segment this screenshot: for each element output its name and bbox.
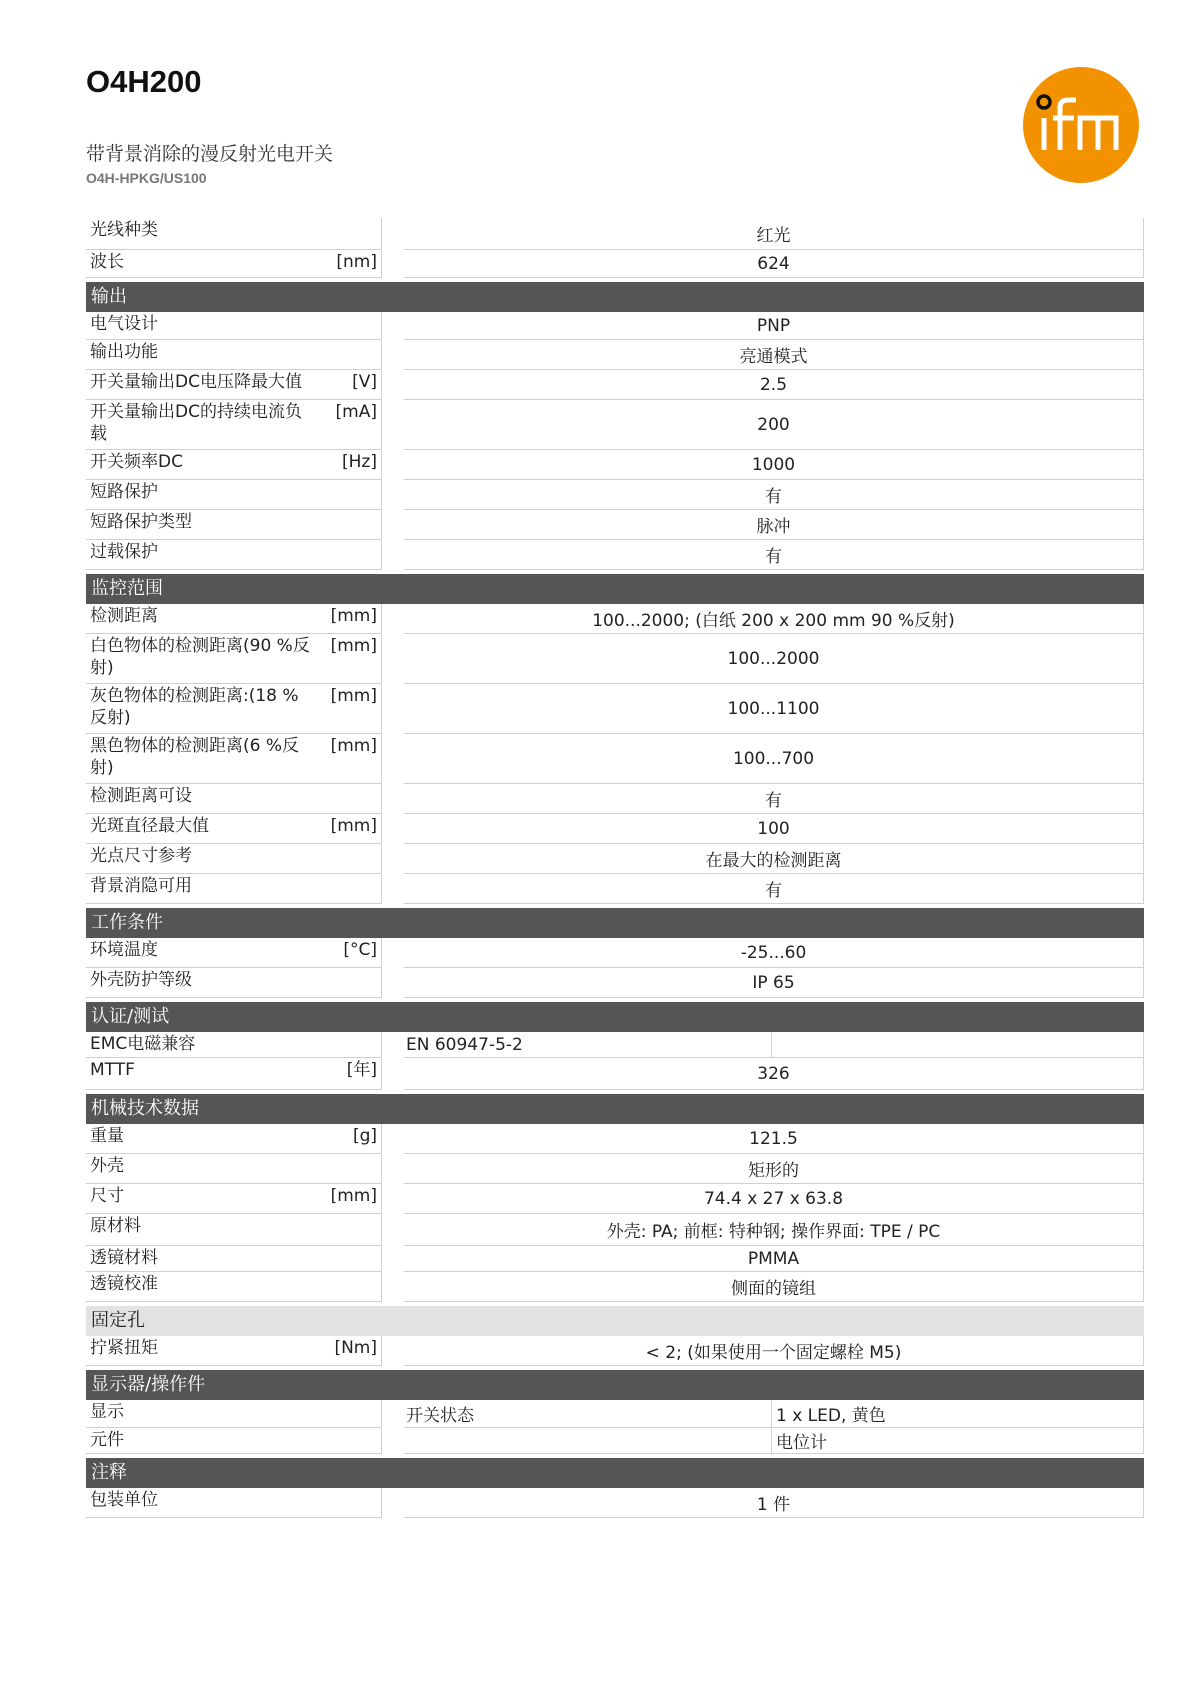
spec-label: 显示	[90, 1402, 124, 1422]
spec-row	[86, 400, 1144, 450]
spec-label-cell	[86, 340, 382, 370]
spec-value: IP 65	[404, 968, 1144, 998]
spec-row	[86, 814, 1144, 844]
spec-label-cell	[86, 400, 382, 450]
spec-value: 1000	[404, 450, 1144, 480]
spec-value: 1 件	[404, 1488, 1144, 1518]
spec-label-cell	[86, 874, 382, 904]
spec-row	[86, 370, 1144, 400]
spec-label: 开关频率DC	[90, 452, 183, 472]
spec-label: 检测距离可设	[90, 786, 192, 806]
spec-row	[86, 1214, 1144, 1246]
spec-label: 光点尺寸参考	[90, 846, 192, 866]
spec-row	[86, 480, 1144, 510]
spec-label-cell	[86, 1400, 382, 1428]
spec-value: < 2; (如果使用一个固定螺栓 M5)	[404, 1336, 1144, 1366]
spec-label: 重量	[90, 1126, 124, 1146]
spec-label-cell	[86, 218, 382, 250]
spec-label: 开关量输出DC电压降最大值	[90, 372, 302, 392]
section-header: 注释	[86, 1458, 1144, 1488]
spec-label: 灰色物体的检测距离:(18 %反射)	[90, 686, 299, 728]
spec-row	[86, 968, 1144, 998]
spec-value: 121.5	[404, 1124, 1144, 1154]
spec-value: 624	[404, 250, 1144, 278]
spec-label-cell	[86, 814, 382, 844]
spec-label: 开关量输出DC的持续电流负载	[90, 402, 302, 444]
spec-label: 黑色物体的检测距离(6 %反射)	[90, 736, 300, 778]
spec-row	[86, 1124, 1144, 1154]
spec-label-cell	[86, 540, 382, 570]
spec-label: 尺寸	[90, 1186, 124, 1206]
spec-unit: [Hz]	[342, 452, 377, 472]
spec-row	[86, 604, 1144, 634]
spec-value: 电位计	[772, 1428, 1144, 1454]
spec-table	[86, 218, 1144, 1518]
spec-label-cell	[86, 370, 382, 400]
spec-label-cell	[86, 480, 382, 510]
spec-sub-label	[404, 1428, 772, 1454]
spec-value: -25...60	[404, 938, 1144, 968]
spec-label-cell	[86, 938, 382, 968]
spec-row	[86, 634, 1144, 684]
section-header: 显示器/操作件	[86, 1370, 1144, 1400]
spec-row	[86, 312, 1144, 340]
spec-label-cell	[86, 1124, 382, 1154]
spec-label-cell	[86, 250, 382, 278]
spec-label: 光斑直径最大值	[90, 816, 209, 836]
spec-unit: [mm]	[330, 736, 377, 756]
spec-unit: [nm]	[336, 252, 377, 272]
spec-value: 有	[404, 480, 1144, 510]
spec-unit: [Nm]	[334, 1338, 377, 1358]
spec-row	[86, 844, 1144, 874]
spec-unit: [°C]	[343, 940, 377, 960]
spec-label: 包装单位	[90, 1490, 158, 1510]
spec-row	[86, 874, 1144, 904]
product-subtitle: 带背景消除的漫反射光电开关	[86, 143, 334, 165]
spec-value: 74.4 x 27 x 63.8	[404, 1184, 1144, 1214]
spec-label-cell	[86, 968, 382, 998]
spec-row	[86, 1246, 1144, 1272]
spec-value: 亮通模式	[404, 340, 1144, 370]
spec-label-cell	[86, 734, 382, 784]
spec-row	[86, 340, 1144, 370]
spec-value: 100...2000; (白纸 200 x 200 mm 90 %反射)	[404, 604, 1144, 634]
spec-value: 有	[404, 784, 1144, 814]
section-header: 工作条件	[86, 908, 1144, 938]
spec-label: 白色物体的检测距离(90 %反射)	[90, 636, 310, 678]
spec-value: 在最大的检测距离	[404, 844, 1144, 874]
spec-label-cell	[86, 1272, 382, 1302]
spec-unit: [年]	[346, 1060, 377, 1080]
spec-row	[86, 218, 1144, 250]
spec-label: 光线种类	[90, 220, 158, 240]
spec-row	[86, 1400, 1144, 1428]
spec-row	[86, 510, 1144, 540]
spec-value: 200	[404, 400, 1144, 450]
section-header: 输出	[86, 282, 1144, 312]
spec-label: MTTF	[90, 1060, 135, 1080]
spec-value: 有	[404, 874, 1144, 904]
spec-row	[86, 1428, 1144, 1454]
spec-value: 100	[404, 814, 1144, 844]
spec-label-cell	[86, 604, 382, 634]
spec-row	[86, 734, 1144, 784]
spec-unit: [mA]	[335, 402, 377, 422]
spec-row	[86, 1488, 1144, 1518]
spec-label: 透镜校准	[90, 1274, 158, 1294]
spec-value: 有	[404, 540, 1144, 570]
spec-value: 100...1100	[404, 684, 1144, 734]
spec-row	[86, 540, 1144, 570]
spec-label-cell	[86, 1184, 382, 1214]
spec-row	[86, 250, 1144, 278]
spec-row	[86, 450, 1144, 480]
spec-row	[86, 1184, 1144, 1214]
spec-label-cell	[86, 1246, 382, 1272]
spec-label: 背景消隐可用	[90, 876, 192, 896]
spec-label-cell	[86, 510, 382, 540]
spec-label-cell	[86, 1336, 382, 1366]
spec-value: 侧面的镜组	[404, 1272, 1144, 1302]
logo-dot	[1038, 96, 1050, 108]
spec-sub-label: EN 60947-5-2	[404, 1032, 772, 1058]
spec-label-cell	[86, 312, 382, 340]
spec-label: 元件	[90, 1430, 124, 1450]
spec-label-cell	[86, 450, 382, 480]
spec-value: 100...2000	[404, 634, 1144, 684]
spec-value: 红光	[404, 218, 1144, 250]
spec-label-cell	[86, 1058, 382, 1090]
spec-unit: [mm]	[330, 606, 377, 626]
spec-label: 拧紧扭矩	[90, 1338, 158, 1358]
spec-value: PNP	[404, 312, 1144, 340]
spec-value: PMMA	[404, 1246, 1144, 1272]
spec-label: 电气设计	[90, 314, 158, 334]
subsection-header: 固定孔	[86, 1306, 1144, 1336]
spec-unit: [mm]	[330, 1186, 377, 1206]
spec-value: 1 x LED, 黄色	[772, 1400, 1144, 1428]
spec-row	[86, 1032, 1144, 1058]
spec-unit: [mm]	[330, 816, 377, 836]
spec-label-cell	[86, 784, 382, 814]
spec-unit: [V]	[352, 372, 377, 392]
spec-row	[86, 784, 1144, 814]
spec-label: 环境温度	[90, 940, 158, 960]
section-header: 监控范围	[86, 574, 1144, 604]
spec-label: 检测距离	[90, 606, 158, 626]
spec-label-cell	[86, 1154, 382, 1184]
spec-unit: [mm]	[330, 686, 377, 706]
spec-label-cell	[86, 844, 382, 874]
section-header: 认证/测试	[86, 1002, 1144, 1032]
spec-value: 矩形的	[404, 1154, 1144, 1184]
spec-label-cell	[86, 1488, 382, 1518]
spec-label-cell	[86, 1032, 382, 1058]
spec-value: 外壳: PA; 前框: 特种钢; 操作界面: TPE / PC	[404, 1214, 1144, 1246]
spec-label: 短路保护类型	[90, 512, 192, 532]
spec-value	[772, 1032, 1144, 1058]
spec-value: 326	[404, 1058, 1144, 1090]
spec-label: EMC电磁兼容	[90, 1034, 196, 1054]
spec-label-cell	[86, 1214, 382, 1246]
ifm-logo	[1022, 66, 1140, 184]
spec-row	[86, 1058, 1144, 1090]
spec-value: 2.5	[404, 370, 1144, 400]
spec-unit: [g]	[352, 1126, 377, 1146]
spec-label: 过载保护	[90, 542, 158, 562]
spec-label: 短路保护	[90, 482, 158, 502]
spec-label: 透镜材料	[90, 1248, 158, 1268]
spec-row	[86, 1272, 1144, 1302]
spec-label: 输出功能	[90, 342, 158, 362]
spec-value: 100...700	[404, 734, 1144, 784]
product-title: O4H200	[86, 64, 202, 99]
spec-row	[86, 938, 1144, 968]
spec-label: 原材料	[90, 1216, 141, 1236]
spec-label-cell	[86, 634, 382, 684]
spec-value: 脉冲	[404, 510, 1144, 540]
spec-row	[86, 1336, 1144, 1366]
spec-row	[86, 1154, 1144, 1184]
spec-label-cell	[86, 1428, 382, 1454]
spec-sub-label: 开关状态	[404, 1400, 772, 1428]
spec-label: 外壳防护等级	[90, 970, 192, 990]
article-code: O4H-HPKG/US100	[86, 170, 207, 186]
spec-unit: [mm]	[330, 636, 377, 656]
spec-label-cell	[86, 684, 382, 734]
spec-label: 外壳	[90, 1156, 124, 1176]
section-header: 机械技术数据	[86, 1094, 1144, 1124]
spec-row	[86, 684, 1144, 734]
spec-label: 波长	[90, 252, 124, 272]
